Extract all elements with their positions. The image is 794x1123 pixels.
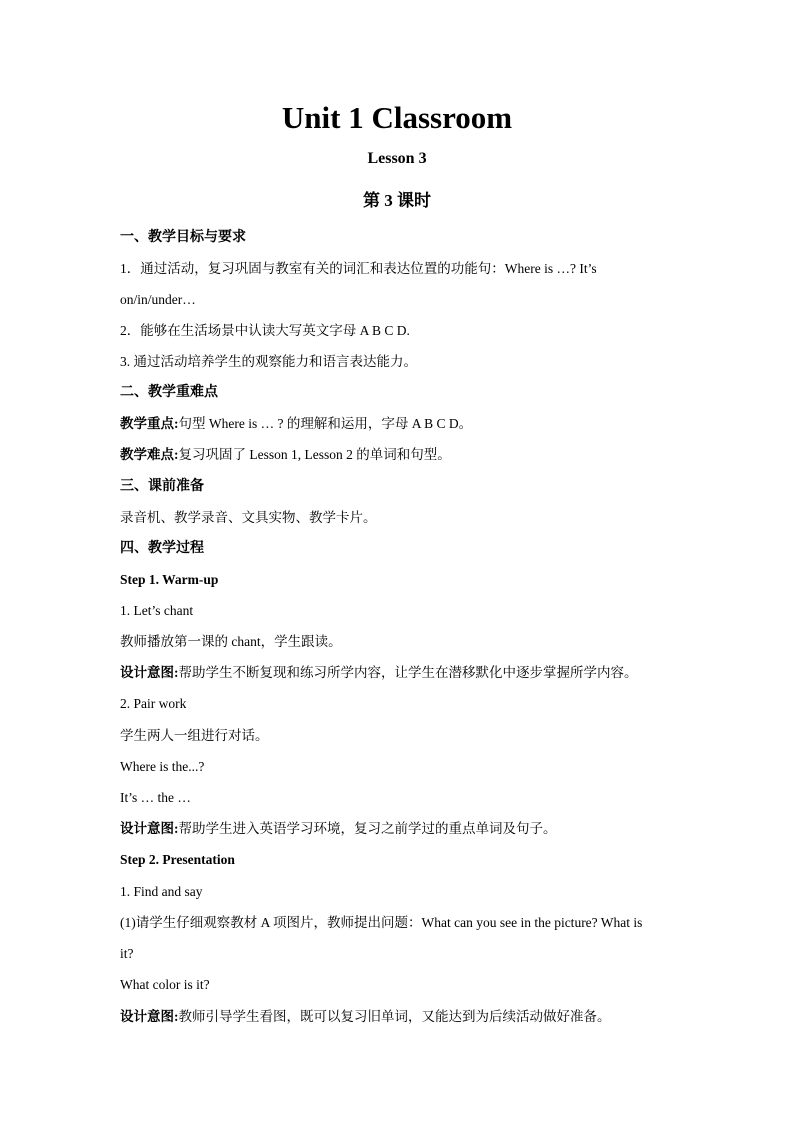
key-point-line xyxy=(120,414,680,434)
step-2-heading: Step 2. Presentation xyxy=(120,852,235,867)
goal-item-3: 3. 通过活动培养学生的观察能力和语言表达能力。 xyxy=(120,354,417,369)
design-intent-3 xyxy=(120,1007,680,1027)
design-intent-label: 设计意图: xyxy=(120,1009,179,1024)
difficulty-line xyxy=(120,445,680,465)
observe-instruction: (1)请学生仔细观察教材 A 项图片，教师提出问题：What can you see in the picture? What is xyxy=(120,915,643,930)
dialogue-question: Where is the...? xyxy=(120,759,205,774)
section-heading-preparation: 三、课前准备 xyxy=(120,479,204,494)
design-intent-1 xyxy=(120,663,680,683)
design-intent-2 xyxy=(120,819,680,839)
step-1-heading: Step 1. Warm-up xyxy=(120,572,219,587)
chant-item: 1. Let’s chant xyxy=(120,603,194,618)
difficulty-label: 教学难点: xyxy=(120,447,179,462)
key-point-text: 句型 Where is … ? 的理解和运用，字母 A B C D。 xyxy=(178,416,473,431)
design-intent-text: 教师引导学生看图，既可以复习旧单词，又能达到为后续活动做好准备。 xyxy=(178,1009,611,1024)
design-intent-text: 帮助学生不断复现和练习所学内容，让学生在潜移默化中逐步掌握所学内容。 xyxy=(178,665,638,680)
section-heading-keypoints: 二、教学重难点 xyxy=(120,385,218,400)
section-heading-goals: 一、教学目标与要求 xyxy=(120,230,246,245)
document-title: Unit 1 Classroom xyxy=(281,100,513,135)
section-heading-process: 四、教学过程 xyxy=(120,541,204,556)
difficulty-text: 复习巩固了 Lesson 1, Lesson 2 的单词和句型。 xyxy=(178,447,451,462)
preparation-text: 录音机、教学录音、文具实物、教学卡片。 xyxy=(120,510,377,525)
goal-item-1-cont: on/in/under… xyxy=(120,292,196,307)
goal-item-2: 2．能够在生活场景中认读大写英文字母 A B C D. xyxy=(120,323,410,338)
observe-instruction-cont: it? xyxy=(120,946,134,961)
design-intent-text: 帮助学生进入英语学习环境，复习之前学过的重点单词及句子。 xyxy=(178,821,557,836)
period-subtitle: 第 3 课时 xyxy=(363,191,431,210)
pair-work-description: 学生两人一组进行对话。 xyxy=(120,728,269,743)
pair-work-item: 2. Pair work xyxy=(120,696,187,711)
design-intent-label: 设计意图: xyxy=(120,665,179,680)
key-point-label: 教学重点: xyxy=(120,416,179,431)
color-question: What color is it? xyxy=(120,977,210,992)
goal-item-1: 1．通过活动，复习巩固与教室有关的词汇和表达位置的功能句：Where is …? It’s xyxy=(120,261,597,276)
find-and-say-item: 1. Find and say xyxy=(120,884,203,899)
chant-description: 教师播放第一课的 chant，学生跟读。 xyxy=(120,634,342,649)
design-intent-label: 设计意图: xyxy=(120,821,179,836)
lesson-subtitle: Lesson 3 xyxy=(367,150,427,167)
dialogue-answer: It’s … the … xyxy=(120,790,191,805)
